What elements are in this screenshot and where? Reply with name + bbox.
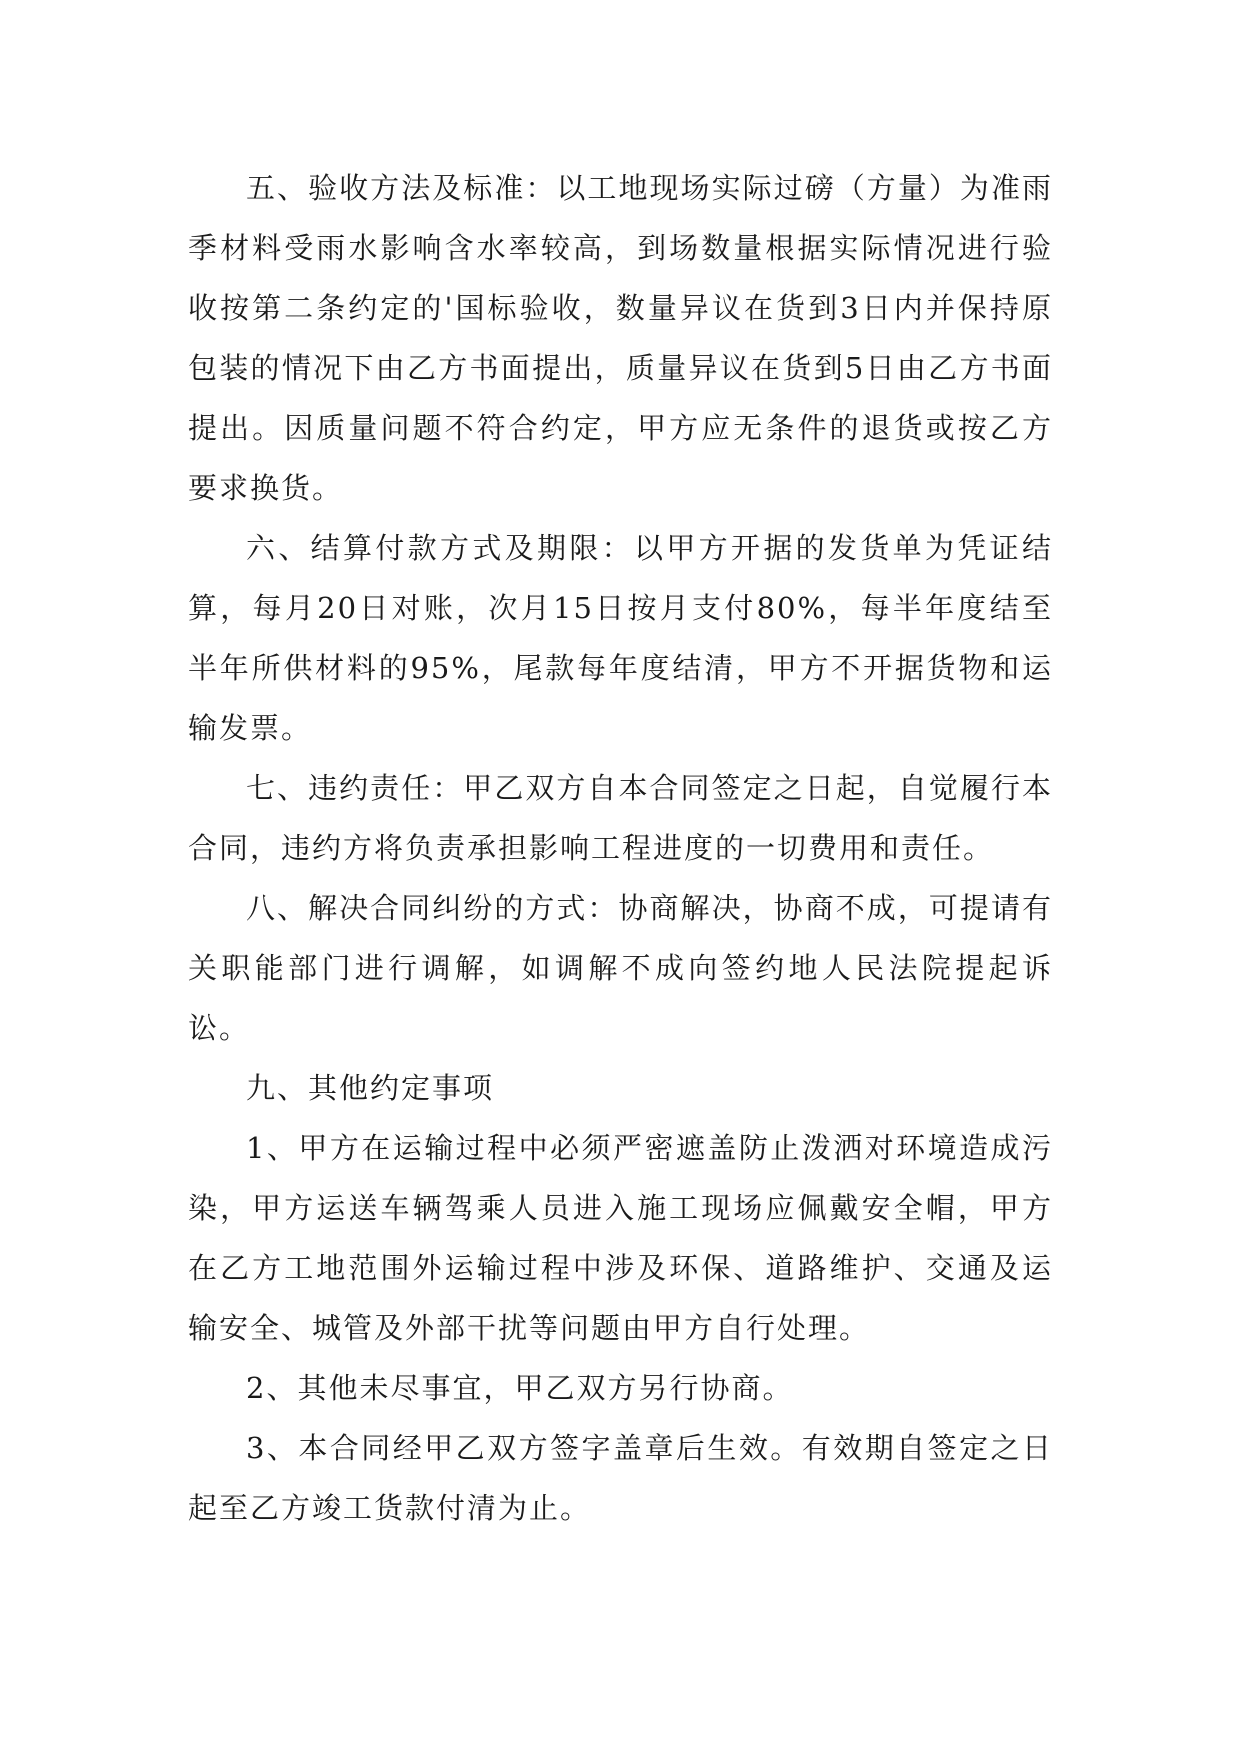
document-body (188, 158, 1053, 1538)
clause-7-liability: 七、违约责任：甲乙双方自本合同签定之日起，自觉履行本合同，违约方将负责承担影响工程进度的一切费用和责任。 (188, 771, 1053, 865)
clause-6-payment: 六、结算付款方式及期限：以甲方开据的发货单为凭证结算，每月20日对账，次月15日按月支付80%，每半年度结至半年所供材料的95%，尾款每年度结清，甲方不开据货物和运输发票。 (188, 531, 1053, 745)
clause-9-heading: 九、其他约定事项 (246, 1071, 495, 1105)
clause-9-item-2: 2、其他未尽事宜，甲乙双方另行协商。 (246, 1371, 794, 1405)
clause-8-disputes: 八、解决合同纠纷的方式：协商解决，协商不成，可提请有关职能部门进行调解，如调解不成向签约地人民法院提起诉讼。 (188, 891, 1053, 1045)
clause-5-acceptance: 五、验收方法及标准：以工地现场实际过磅（方量）为准雨季材料受雨水影响含水率较高，到场数量根据实际情况进行验收按第二条约定的'国标验收，数量异议在货到3日内并保持原包装的情况下由乙方书面提出，质量异议在货到5日由乙方书面提出。因质量问题不符合约定，甲方应无条件的退货或按乙方要求换货。 (188, 171, 1053, 505)
clause-9-item-3: 3、本合同经甲乙双方签字盖章后生效。有效期自签定之日起至乙方竣工货款付清为止。 (188, 1431, 1053, 1525)
clause-9-item-1: 1、甲方在运输过程中必须严密遮盖防止泼洒对环境造成污染，甲方运送车辆驾乘人员进入施工现场应佩戴安全帽，甲方在乙方工地范围外运输过程中涉及环保、道路维护、交通及运输安全、城管及外部干扰等问题由甲方自行处理。 (188, 1131, 1053, 1345)
